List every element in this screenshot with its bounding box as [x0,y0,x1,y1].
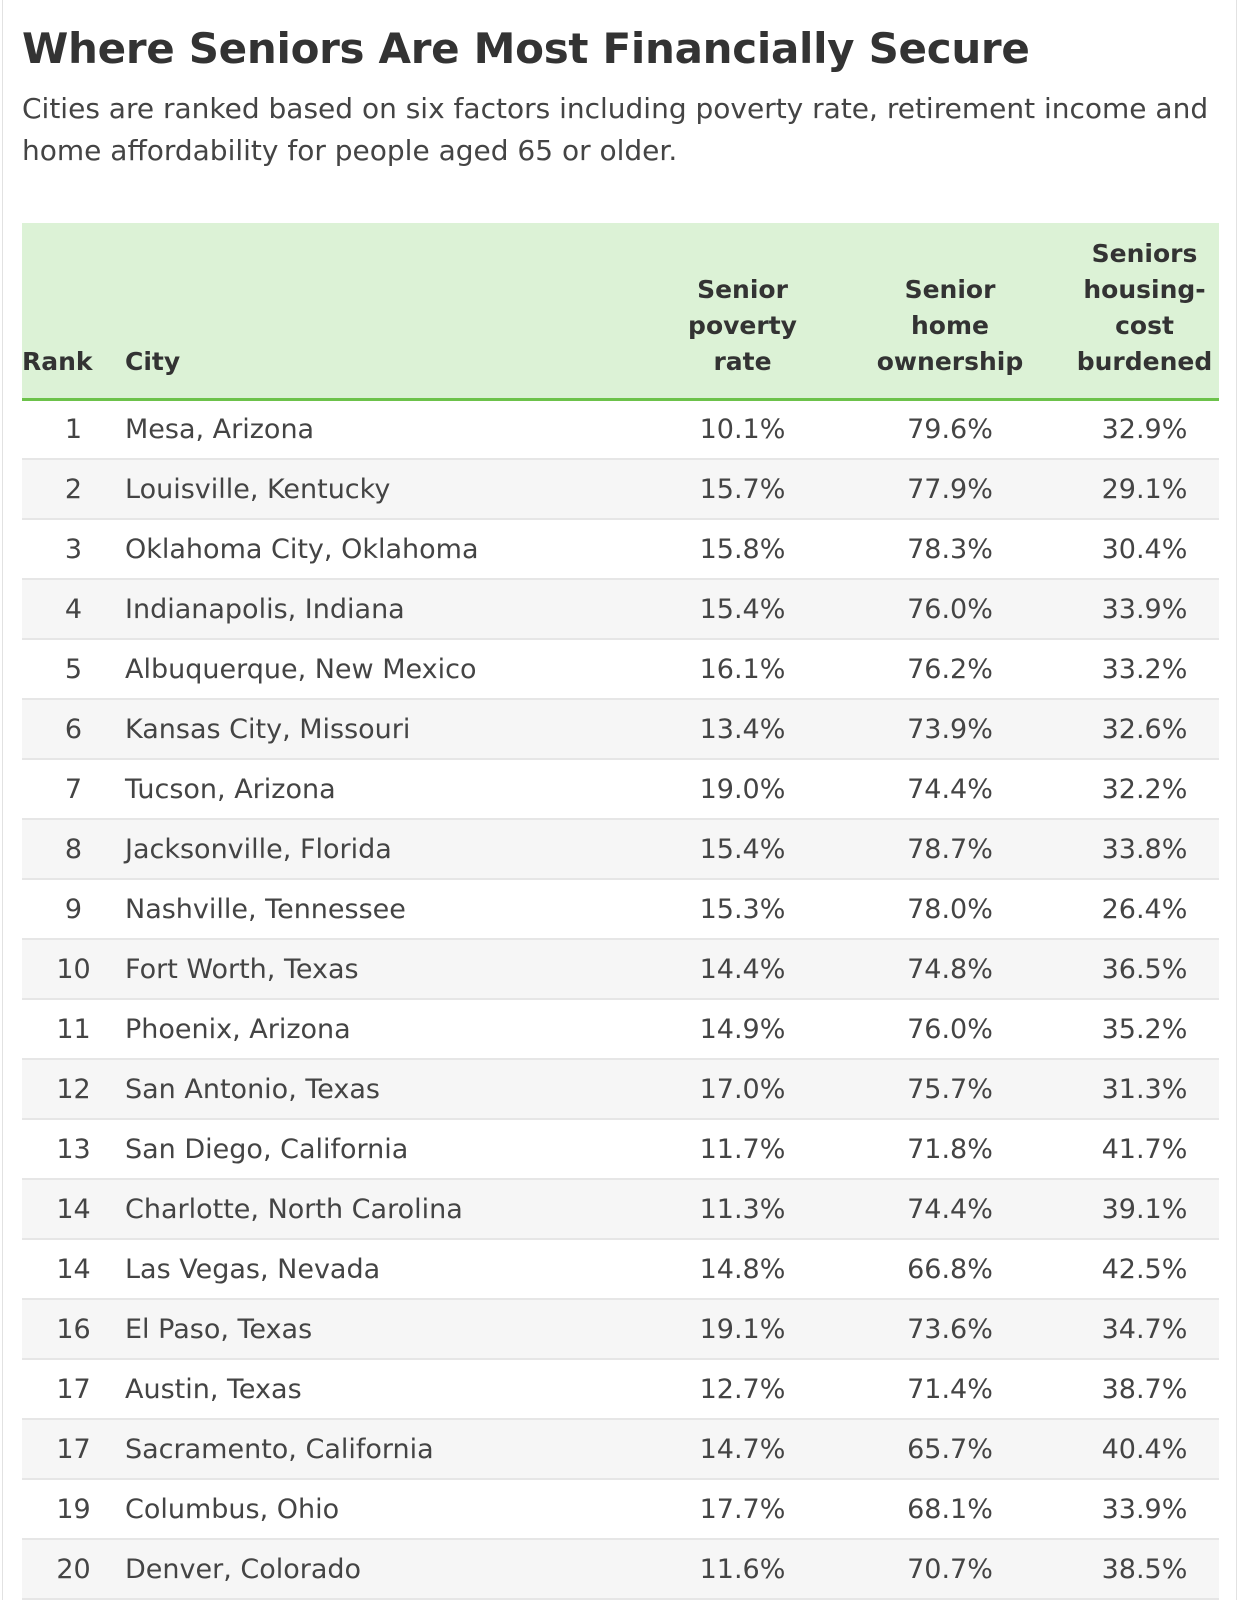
rank-cell: 16 [22,1299,125,1359]
rank-cell: 20 [22,1539,125,1599]
rank-cell: 14 [22,1239,125,1299]
city-cell: El Paso, Texas [125,1299,655,1359]
table-row [22,939,1219,999]
header-label-line: Senior [904,274,996,304]
home-ownership-cell: 79.6% [830,399,1070,459]
rank-cell: 14 [22,1179,125,1239]
home-ownership-cell: 78.0% [830,879,1070,939]
housing-cost-burdened-cell: 36.5% [1070,939,1219,999]
table-row [22,1119,1219,1179]
city-cell: Tucson, Arizona [125,759,655,819]
rank-cell: 10 [22,939,125,999]
rank-cell: 17 [22,1419,125,1479]
home-ownership-cell: 76.0% [830,999,1070,1059]
header-row [22,223,1219,399]
table-row [22,999,1219,1059]
header-senior-home-ownership [830,223,1070,399]
home-ownership-cell: 65.7% [830,1419,1070,1479]
city-cell: Nashville, Tennessee [125,879,655,939]
poverty-rate-cell: 15.4% [655,579,830,639]
rank-cell: 11 [22,999,125,1059]
rankings-table [22,223,1219,1600]
rank-cell: 2 [22,459,125,519]
table-row [22,1239,1219,1299]
home-ownership-cell: 76.0% [830,579,1070,639]
table-row [22,1479,1219,1539]
housing-cost-burdened-cell: 40.4% [1070,1419,1219,1479]
rank-cell: 19 [22,1479,125,1539]
home-ownership-cell: 71.4% [830,1359,1070,1419]
housing-cost-burdened-cell: 41.7% [1070,1119,1219,1179]
table-row [22,1179,1219,1239]
city-cell: San Antonio, Texas [125,1059,655,1119]
housing-cost-burdened-cell: 39.1% [1070,1179,1219,1239]
table-row [22,1359,1219,1419]
header-label-line: rate [713,346,772,376]
city-cell: Louisville, Kentucky [125,459,655,519]
table-body [22,399,1219,1599]
city-cell: San Diego, California [125,1119,655,1179]
page-title: Where Seniors Are Most Financially Secure [22,24,1030,73]
home-ownership-cell: 71.8% [830,1119,1070,1179]
rank-cell: 13 [22,1119,125,1179]
poverty-rate-cell: 14.4% [655,939,830,999]
home-ownership-cell: 70.7% [830,1539,1070,1599]
housing-cost-burdened-cell: 33.2% [1070,639,1219,699]
housing-cost-burdened-cell: 35.2% [1070,999,1219,1059]
home-ownership-cell: 76.2% [830,639,1070,699]
city-cell: Jacksonville, Florida [125,819,655,879]
city-cell: Columbus, Ohio [125,1479,655,1539]
poverty-rate-cell: 11.3% [655,1179,830,1239]
housing-cost-burdened-cell: 29.1% [1070,459,1219,519]
table-row [22,639,1219,699]
table-row [22,1059,1219,1119]
city-cell: Oklahoma City, Oklahoma [125,519,655,579]
rank-cell: 17 [22,1359,125,1419]
home-ownership-cell: 78.3% [830,519,1070,579]
rank-cell: 8 [22,819,125,879]
poverty-rate-cell: 19.0% [655,759,830,819]
poverty-rate-cell: 12.7% [655,1359,830,1419]
housing-cost-burdened-cell: 32.9% [1070,399,1219,459]
city-cell: Kansas City, Missouri [125,699,655,759]
housing-cost-burdened-cell: 42.5% [1070,1239,1219,1299]
table-row [22,519,1219,579]
header-label-line: poverty [688,310,797,340]
table-row [22,759,1219,819]
rank-cell: 4 [22,579,125,639]
poverty-rate-cell: 14.8% [655,1239,830,1299]
table-row [22,579,1219,639]
header-rank [22,223,125,399]
city-cell: Mesa, Arizona [125,399,655,459]
rank-cell: 9 [22,879,125,939]
header-label-line: City [125,346,181,376]
home-ownership-cell: 73.9% [830,699,1070,759]
poverty-rate-cell: 17.7% [655,1479,830,1539]
rank-cell: 1 [22,399,125,459]
poverty-rate-cell: 14.7% [655,1419,830,1479]
poverty-rate-cell: 15.7% [655,459,830,519]
housing-cost-burdened-cell: 38.5% [1070,1539,1219,1599]
poverty-rate-cell: 13.4% [655,699,830,759]
city-cell: Charlotte, North Carolina [125,1179,655,1239]
table-row [22,699,1219,759]
housing-cost-burdened-cell: 30.4% [1070,519,1219,579]
rank-cell: 5 [22,639,125,699]
table-row [22,459,1219,519]
housing-cost-burdened-cell: 38.7% [1070,1359,1219,1419]
header-label-line: Seniors [1091,238,1198,268]
city-cell: Austin, Texas [125,1359,655,1419]
home-ownership-cell: 66.8% [830,1239,1070,1299]
housing-cost-burdened-cell: 26.4% [1070,879,1219,939]
table-row [22,1299,1219,1359]
poverty-rate-cell: 11.7% [655,1119,830,1179]
table-row [22,1539,1219,1599]
poverty-rate-cell: 19.1% [655,1299,830,1359]
header-label-line: burdened [1076,346,1213,376]
home-ownership-cell: 74.4% [830,1179,1070,1239]
table-header [22,223,1219,399]
city-cell: Sacramento, California [125,1419,655,1479]
city-cell: Indianapolis, Indiana [125,579,655,639]
housing-cost-burdened-cell: 33.9% [1070,1479,1219,1539]
housing-cost-burdened-cell: 34.7% [1070,1299,1219,1359]
home-ownership-cell: 68.1% [830,1479,1070,1539]
rank-cell: 7 [22,759,125,819]
poverty-rate-cell: 14.9% [655,999,830,1059]
page-subtitle: Cities are ranked based on six factors including poverty rate, retirement income and home affordability for people aged 65 or older. [22,92,1209,167]
header-seniors-housing-cost-burdened [1070,223,1219,399]
header-city [125,223,655,399]
poverty-rate-cell: 15.8% [655,519,830,579]
header-senior-poverty-rate [655,223,830,399]
header-label-line: home [911,310,989,340]
poverty-rate-cell: 15.3% [655,879,830,939]
table-row [22,819,1219,879]
city-cell: Phoenix, Arizona [125,999,655,1059]
rank-cell: 6 [22,699,125,759]
city-cell: Albuquerque, New Mexico [125,639,655,699]
home-ownership-cell: 74.8% [830,939,1070,999]
poverty-rate-cell: 10.1% [655,399,830,459]
table-row [22,879,1219,939]
home-ownership-cell: 77.9% [830,459,1070,519]
housing-cost-burdened-cell: 33.8% [1070,819,1219,879]
home-ownership-cell: 75.7% [830,1059,1070,1119]
rank-cell: 12 [22,1059,125,1119]
header-label-line: cost [1115,310,1174,340]
home-ownership-cell: 73.6% [830,1299,1070,1359]
home-ownership-cell: 78.7% [830,819,1070,879]
poverty-rate-cell: 17.0% [655,1059,830,1119]
poverty-rate-cell: 16.1% [655,639,830,699]
home-ownership-cell: 74.4% [830,759,1070,819]
header-label-line: Rank [22,346,93,376]
table-row [22,399,1219,459]
housing-cost-burdened-cell: 31.3% [1070,1059,1219,1119]
city-cell: Las Vegas, Nevada [125,1239,655,1299]
housing-cost-burdened-cell: 33.9% [1070,579,1219,639]
rank-cell: 3 [22,519,125,579]
header-label-line: housing- [1083,274,1206,304]
city-cell: Denver, Colorado [125,1539,655,1599]
header-label-line: ownership [876,346,1024,376]
housing-cost-burdened-cell: 32.6% [1070,699,1219,759]
header-label-line: Senior [697,274,788,304]
city-cell: Fort Worth, Texas [125,939,655,999]
poverty-rate-cell: 15.4% [655,819,830,879]
housing-cost-burdened-cell: 32.2% [1070,759,1219,819]
poverty-rate-cell: 11.6% [655,1539,830,1599]
table-row [22,1419,1219,1479]
